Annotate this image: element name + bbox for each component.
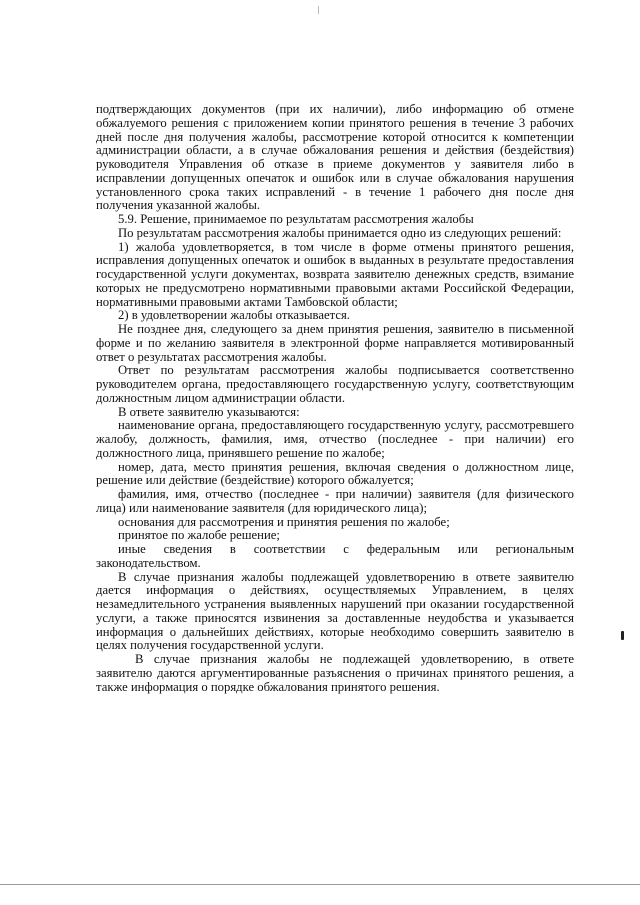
scan-bottom-rule xyxy=(0,884,640,885)
paragraph-complaint-upheld: В случае признания жалобы подлежащей удовлетворению в ответе заявителю дается информация о действиях, осуществляемых Управлением, в целях незамедлительного устранения выявленных нарушений при оказании государственной услуги, а также приносятся извинения за доставленные неудобства и указывается информация о дальнейших действиях, которые необходимо совершить заявителю в целях получения государственной услуги. xyxy=(96,569,574,653)
scan-side-mark xyxy=(621,631,624,640)
paragraph-response-deadline: Не позднее дня, следующего за днем принятия решения, заявителю в письменной форме и по желанию заявителя в электронной форме направляется мотивированный ответ о результатах рассмотрения жалобы. xyxy=(96,322,574,364)
list-item-decision-2: 2) в удовлетворении жалобы отказывается. xyxy=(118,308,350,323)
list-item-decision-taken: принятое по жалобе решение; xyxy=(118,528,280,543)
list-item-authority-name: наименование органа, предоставляющего государственную услугу, рассмотревшего жалобу, должность, фамилия, имя, отчество (последнее - при наличии) его должностного лица, принявшего решение по жалобе; xyxy=(96,418,574,460)
list-item-other-info: иные сведения в соответствии с федеральным или региональным законодательством. xyxy=(96,542,574,570)
paragraph-continuation: подтверждающих документов (при их наличии), либо информацию об отмене обжалуемого решения с приложением копии принятого решения в течение 3 рабочих дней после дня получения жалобы, рассмотрение которой относится к компетенции администрации области, а в случае обжалования решения и действия (бездействия) руководителя Управления об отказе в приеме документов у заявителя либо в исправлении допущенных опечаток и ошибок или в случае обжалования нарушения установленного срока таких исправлений - в течение 1 рабочего дня после дня получения указанной жалобы. xyxy=(96,102,574,213)
paragraph-complaint-rejected: В случае признания жалобы не подлежащей удовлетворению, в ответе заявителю даются аргументированные разъяснения о причинах принятого решения, а также информация о порядке обжалования принятого решения. xyxy=(96,652,574,694)
paragraph-response-signature: Ответ по результатам рассмотрения жалобы подписывается соответственно руководителем органа, предоставляющего государственную услугу, соответствующим должностным лицом администрации области. xyxy=(96,363,574,405)
section-heading-5-9: 5.9. Решение, принимаемое по результатам рассмотрения жалобы xyxy=(118,212,474,226)
document-body xyxy=(96,103,574,694)
list-item-decision-1: 1) жалоба удовлетворяется, в том числе в форме отмены принятого решения, исправления допущенных опечаток и ошибок в выданных в результате предоставления государственной услуги документах, возврата заявителю денежных средств, взимание которых не предусмотрено нормативными правовыми актами Российской Федерации, нормативными правовыми актами Тамбовской области; xyxy=(96,239,574,309)
list-item-grounds: основания для рассмотрения и принятия решения по жалобе; xyxy=(118,514,450,529)
list-item-applicant-name: фамилия, имя, отчество (последнее - при наличии) заявителя (для физического лица) или наименование заявителя (для юридического лица); xyxy=(96,487,574,515)
paragraph-decisions-intro: По результатам рассмотрения жалобы принимается одно из следующих решений: xyxy=(118,225,562,240)
paragraph-response-contents-intro: В ответе заявителю указываются: xyxy=(118,404,300,419)
list-item-decision-details: номер, дата, место принятия решения, включая сведения о должностном лице, решение или действие (бездействие) которого обжалуется; xyxy=(96,459,574,488)
scan-top-mark xyxy=(318,6,319,14)
